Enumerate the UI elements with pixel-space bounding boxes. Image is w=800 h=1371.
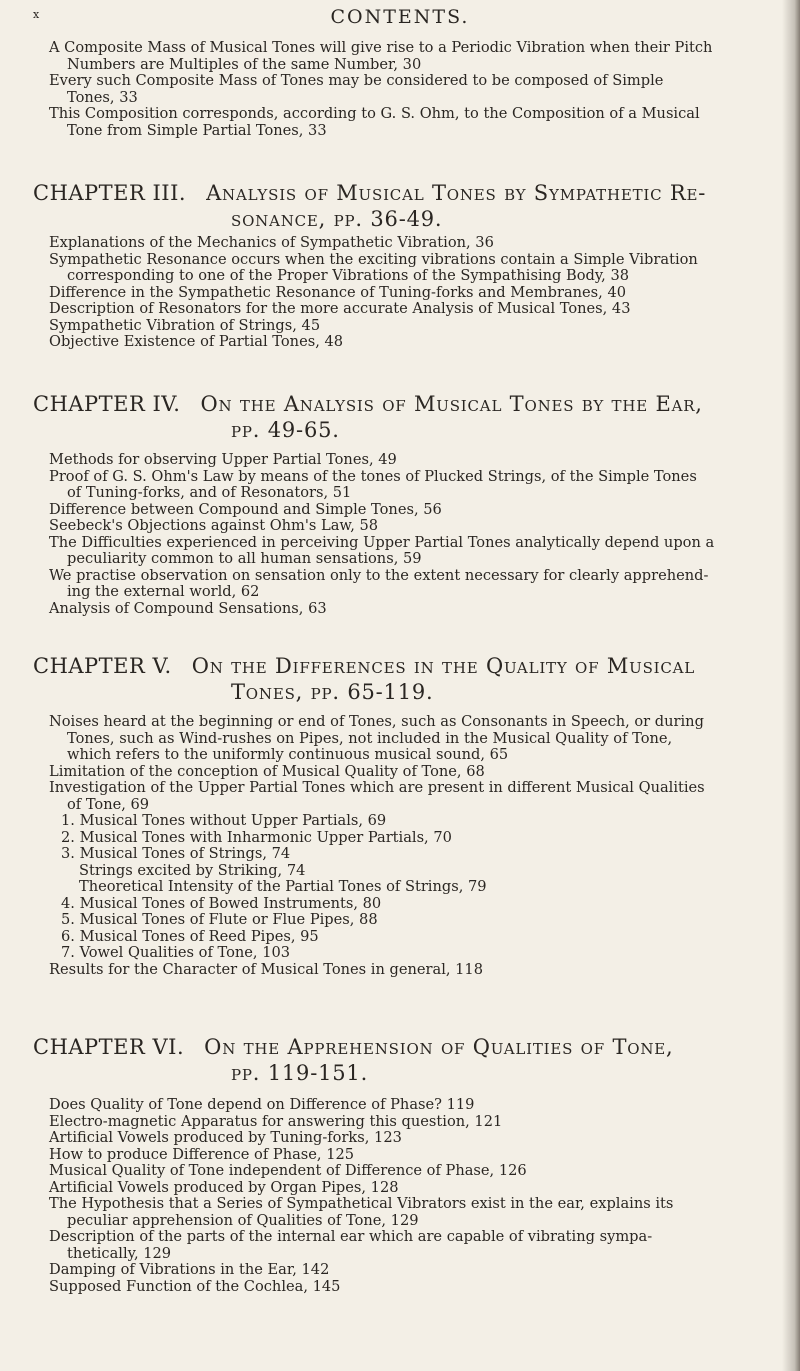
chapter-entries — [49, 452, 784, 617]
page-number: x — [33, 8, 40, 21]
chapter-entries — [49, 1097, 784, 1295]
toc-entry: Objective Existence of Partial Tones, 48 — [49, 333, 344, 350]
toc-entry: The Hypothesis that a Series of Sympathetical Vibrators exist in the ear, explains its peculiar apprehension of Qualities of Tone, 129 — [49, 1195, 674, 1229]
toc-entry: 1. Musical Tones without Upper Partials, 69 — [61, 812, 387, 829]
toc-entry: Musical Quality of Tone independent of Difference of Phase, 126 — [49, 1162, 527, 1179]
toc-entry: Investigation of the Upper Partial Tones which are present in different Musical Qualities of Tone, 69 — [49, 779, 705, 813]
toc-entry: Sympathetic Resonance occurs when the exciting vibrations contain a Simple Vibration corresponding to one of the Proper Vibrations of the Sympathising Body, 38 — [49, 250, 698, 284]
toc-entry: Results for the Character of Musical Tones in general, 118 — [49, 960, 483, 978]
toc-entry: Supposed Function of the Cochlea, 145 — [49, 1277, 341, 1295]
toc-entry: Seebeck's Objections against Ohm's Law, 58 — [49, 517, 379, 534]
toc-entry: Artificial Vowels produced by Organ Pipes, 128 — [49, 1178, 399, 1196]
toc-entry: 3. Musical Tones of Strings, 74 — [61, 845, 291, 862]
running-head: CONTENTS. — [330, 6, 470, 28]
chapter-entries — [49, 714, 784, 978]
chapter-heading: CHAPTER V. On the Differences in the Quality of Musical Tones, pp. 65-119. — [33, 654, 696, 704]
toc-entry: Methods for observing Upper Partial Tones, 49 — [49, 451, 397, 468]
toc-entry: Does Quality of Tone depend on Difference of Phase? 119 — [49, 1096, 475, 1113]
toc-entry: Theoretical Intensity of the Partial Tones of Strings, 79 — [79, 878, 487, 895]
toc-entry: A Composite Mass of Musical Tones will give rise to a Periodic Vibration when their Pitch Numbers are Multiples of the same Number, 30 — [49, 39, 713, 73]
chapter-heading: CHAPTER VI. On the Apprehension of Qualities of Tone, pp. 119-151. — [33, 1035, 674, 1085]
toc-entry: Description of Resonators for the more accurate Analysis of Musical Tones, 43 — [49, 300, 631, 317]
toc-entry: Analysis of Compound Sensations, 63 — [49, 599, 327, 617]
toc-entry: 5. Musical Tones of Flute or Flue Pipes, 88 — [61, 911, 378, 928]
toc-entry: 7. Vowel Qualities of Tone, 103 — [61, 944, 291, 961]
toc-entry: Artificial Vowels produced by Tuning-forks, 123 — [49, 1129, 402, 1146]
chapter-heading: CHAPTER III. Analysis of Musical Tones by Sympathetic Re- sonance, pp. 36-49. — [33, 181, 707, 231]
toc-entry: 2. Musical Tones with Inharmonic Upper Partials, 70 — [61, 828, 452, 846]
toc-entry: This Composition corresponds, according to G. S. Ohm, to the Composition of a Musical Tone from Simple Partial Tones, 33 — [49, 105, 700, 139]
toc-entry: We practise observation on sensation only to the extent necessary for clearly apprehend- ing the external world, 62 — [49, 566, 709, 600]
toc-entry: How to produce Difference of Phase, 125 — [49, 1145, 355, 1163]
toc-entry: Sympathetic Vibration of Strings, 45 — [49, 316, 321, 334]
toc-entry: Strings excited by Striking, 74 — [79, 861, 306, 879]
toc-entry: Damping of Vibrations in the Ear, 142 — [49, 1261, 330, 1278]
toc-entry: Every such Composite Mass of Tones may be considered to be composed of Simple Tones, 33 — [49, 72, 664, 106]
toc-entry: Limitation of the conception of Musical Quality of Tone, 68 — [49, 762, 485, 780]
toc-entry: Description of the parts of the internal ear which are capable of vibrating sympa- thetically, 129 — [49, 1228, 653, 1262]
page-edge-shadow — [782, 0, 800, 1371]
toc-entry: Difference between Compound and Simple Tones, 56 — [49, 500, 442, 518]
chapter-heading: CHAPTER IV. On the Analysis of Musical Tones by the Ear, pp. 49-65. — [33, 392, 703, 442]
toc-entry: Difference in the Sympathetic Resonance of Tuning-forks and Membranes, 40 — [49, 283, 627, 301]
toc-entry: The Difficulties experienced in perceiving Upper Partial Tones analytically depend upon a peculiarity common to all human sensations, 59 — [49, 533, 715, 567]
intro-entries — [49, 40, 784, 139]
toc-entry: Electro-magnetic Apparatus for answering this question, 121 — [49, 1112, 503, 1130]
chapter-entries — [49, 235, 784, 351]
toc-entry: Explanations of the Mechanics of Sympathetic Vibration, 36 — [49, 234, 494, 251]
toc-entry: Noises heard at the beginning or end of Tones, such as Consonants in Speech, or during Tones, such as Wind-rushes on Pipes, not included in the Musical Quality of Tone, which refers to the uniformly continuous musical sound, 65 — [49, 713, 704, 763]
toc-entry: 6. Musical Tones of Reed Pipes, 95 — [61, 927, 319, 945]
toc-entry: Proof of G. S. Ohm's Law by means of the tones of Plucked Strings, of the Simple Tones of Tuning-forks, and of Resonators, 51 — [49, 467, 697, 501]
toc-entry: 4. Musical Tones of Bowed Instruments, 80 — [61, 894, 382, 912]
